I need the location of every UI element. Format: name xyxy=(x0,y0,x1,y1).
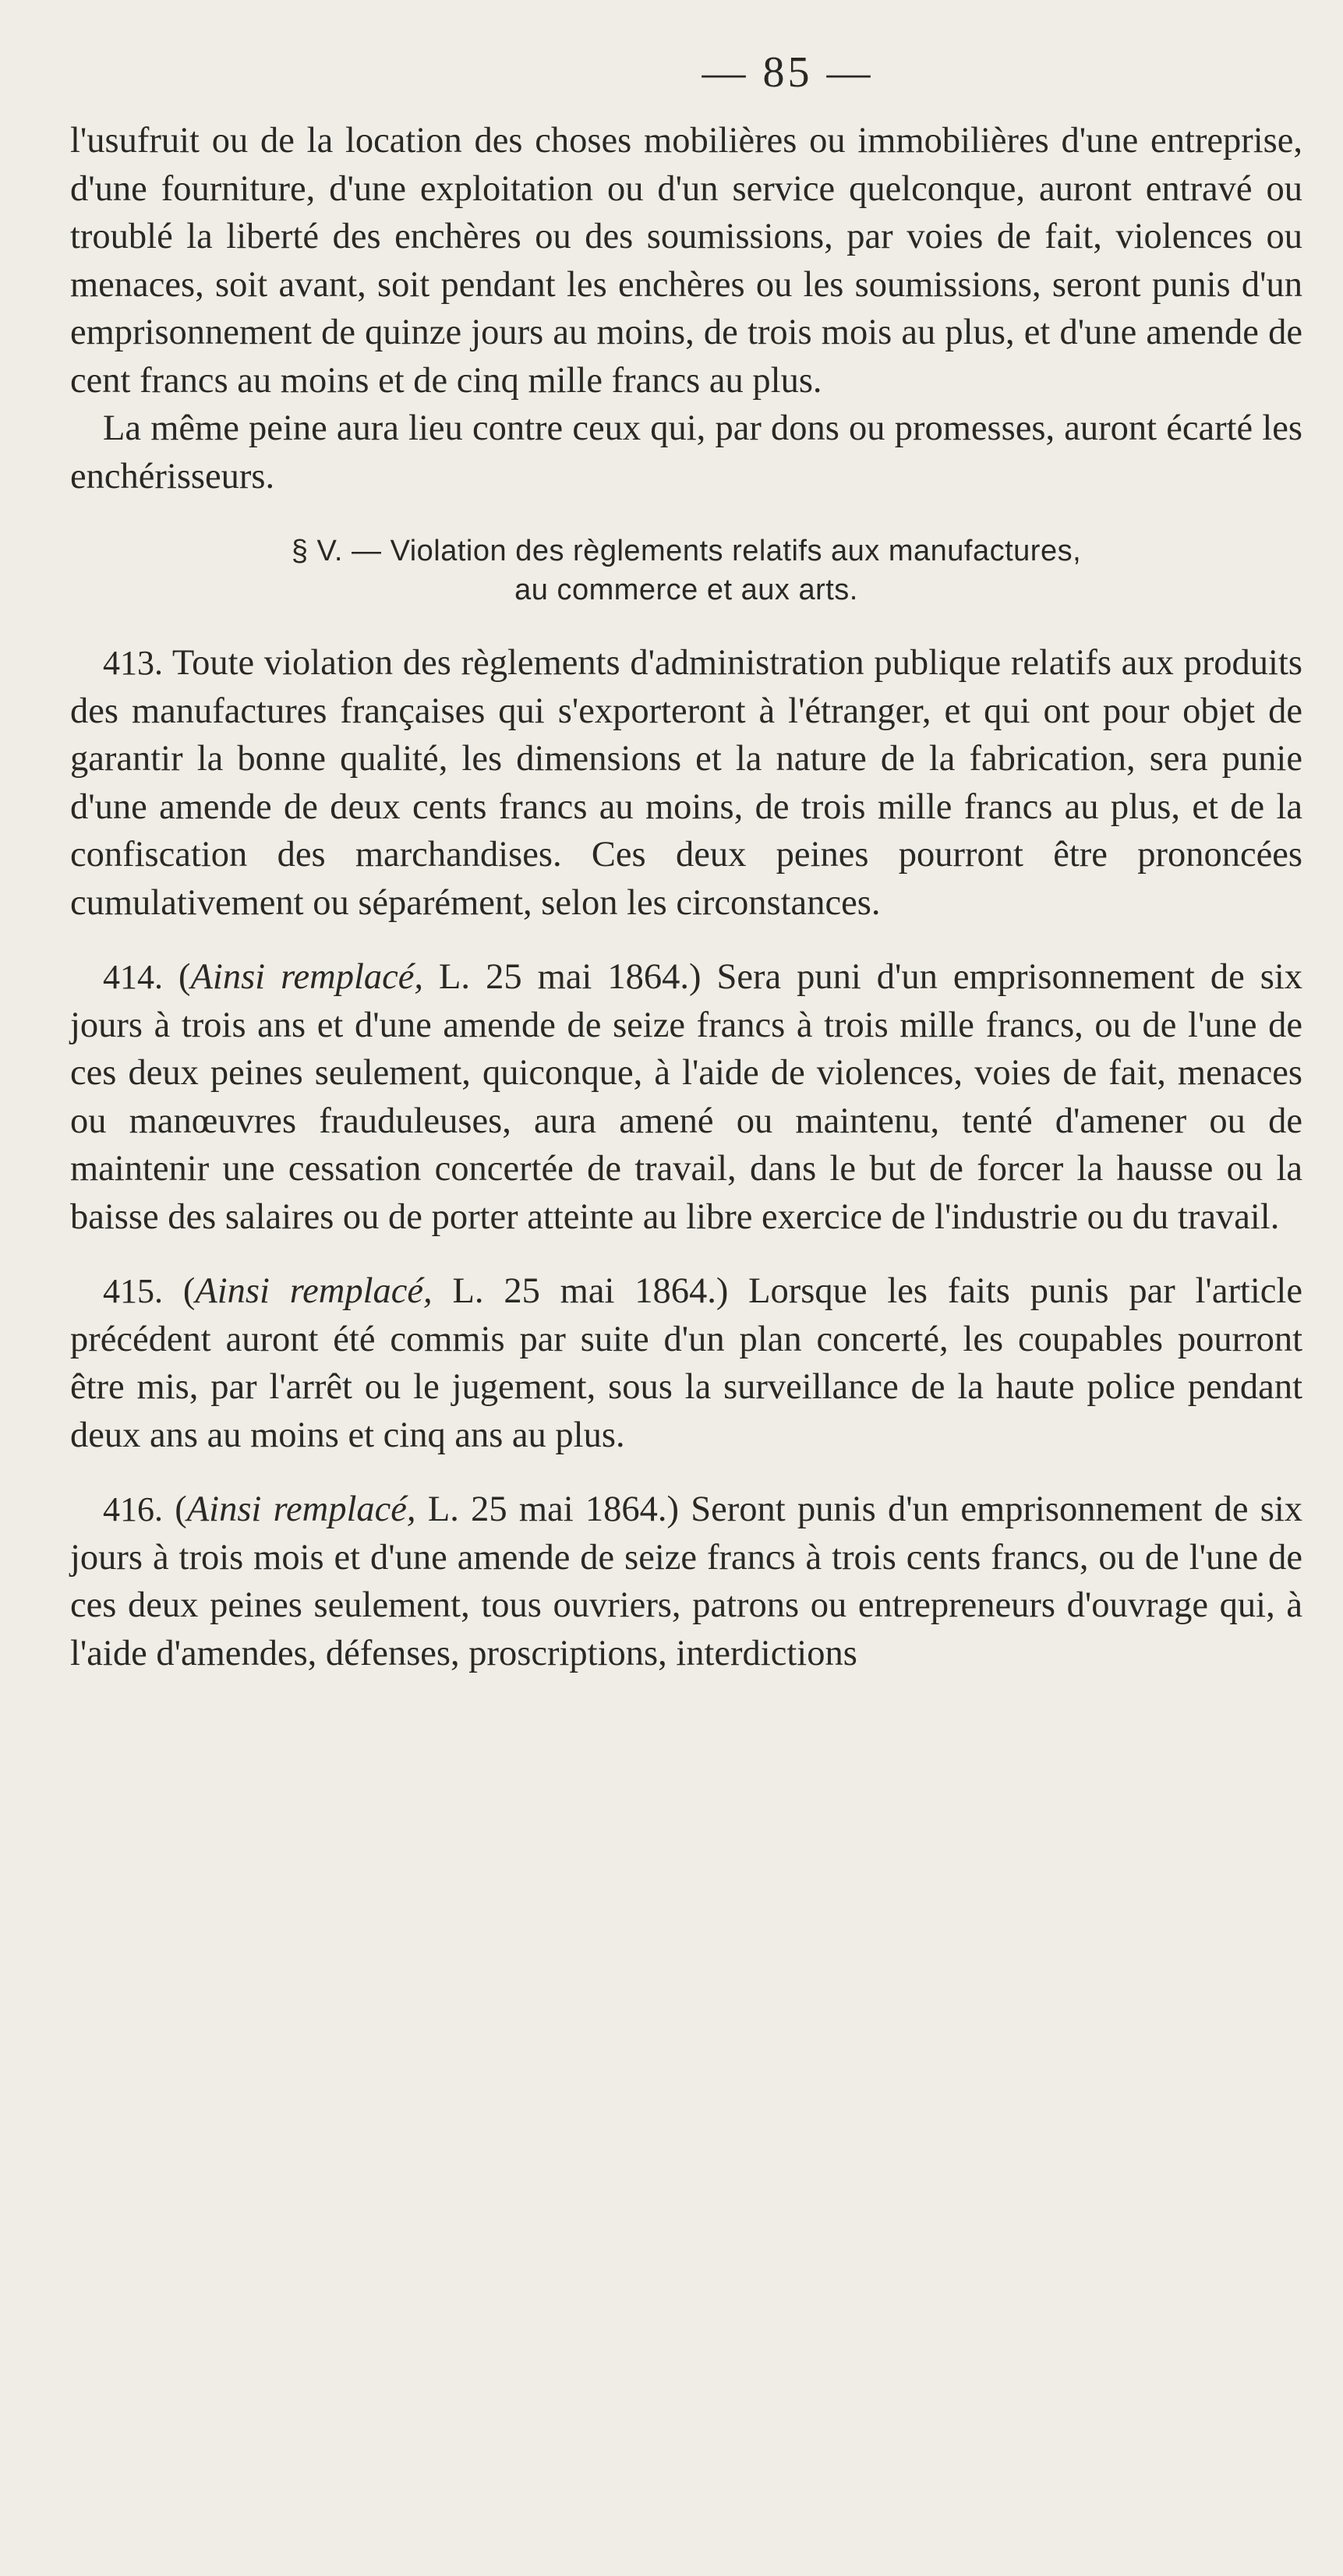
article-note: Ainsi remplacé, xyxy=(195,1271,433,1311)
article-number: 414. xyxy=(103,958,163,996)
article-415: 415. (Ainsi remplacé, L. 25 mai 1864.) Lorsque les faits punis par l'article précédent auront été commis par suite d'un plan concerté, les coupables pourront être mis, par l'arrêt ou le jugement, sous la surveillance de la haute police pendant deux ans au moins et cinq ans au plus. xyxy=(70,1271,1302,1455)
article-ref: L. 25 mai 1864.) xyxy=(439,957,702,997)
spacer xyxy=(70,1459,1302,1486)
page-number: — 85 — xyxy=(702,48,874,97)
article-number: 415. xyxy=(103,1272,163,1310)
article-416: 416. (Ainsi remplacé, L. 25 mai 1864.) Seront punis d'un emprisonnement de six jours à trois mois et d'une amende de seize francs à trois cents francs, ou de l'une de ces deux peines seulement, tous ouvriers, patrons ou entrepreneurs d'ouvrage qui, à l'aide d'amendes, défenses, proscriptions, interdictions xyxy=(70,1489,1302,1673)
article-note: Ainsi remplacé, xyxy=(186,1489,416,1529)
article-note: Ainsi remplacé, xyxy=(190,957,424,997)
article-text: Sera puni d'un emprisonnement de six jours à trois ans et d'une amende de seize francs à trois mille francs, ou de l'une de ces deux peines seulement, quiconque, à l'aide de violences, voies de fait, menaces ou manœuvres frauduleuses, aura amené ou maintenu, tenté d'amener ou de maintenir une cessation concertée de travail, dans le but de forcer la hausse ou la baisse des salaires ou de porter atteinte au libre exercice de l'industrie ou du travail. xyxy=(70,957,1302,1237)
article-number: 413. xyxy=(103,644,163,682)
article-413 xyxy=(70,639,1302,927)
article-text: Seront punis d'un emprisonnement de six jours à trois mois et d'une amende de seize francs à trois cents francs, ou de l'une de ces deux peines seulement, tous ouvriers, patrons ou entrepreneurs d'ouvrage qui, à l'aide d'amendes, défenses, proscriptions, interdictions xyxy=(70,1489,1302,1673)
article-414: 414. (Ainsi remplacé, L. 25 mai 1864.) Sera puni d'un emprisonnement de six jours à trois ans et d'une amende de seize francs à trois mille francs, ou de l'une de ces deux peines seulement, quiconque, à l'aide de violences, voies de fait, menaces ou manœuvres frauduleuses, aura amené ou maintenu, tenté d'amener ou de maintenir une cessation concertée de travail, dans le but de forcer la hausse ou la baisse des salaires ou de porter atteinte au libre exercice de l'industrie ou du travail. xyxy=(70,957,1302,1237)
paragraph-usufruit: l'usufruit ou de la location des choses mobilières ou immobilières d'une entreprise, d'une fourniture, d'une exploitation ou d'un service quelconque, auront entravé ou troublé la liberté des enchères ou des soumissions, par voies de fait, violences ou menaces, soit avant, soit pendant les enchères ou les soumissions, seront punis d'un emprisonnement de quinze jours au moins, de trois mois au plus, et d'une amende de cent francs au moins et de cinq mille francs au plus. xyxy=(70,121,1302,401)
article-number: 416. xyxy=(103,1490,163,1528)
paragraph-meme-peine: La même peine aura lieu contre ceux qui, par dons ou promesses, auront écarté les enchérisseurs. xyxy=(70,408,1302,496)
spacer xyxy=(70,927,1302,953)
article-text: Lorsque les faits punis par l'article précédent auront été commis par suite d'un plan concerté, les coupables pourront être mis, par l'arrêt ou le jugement, sous la surveillance de la haute police pendant deux ans au moins et cinq ans au plus. xyxy=(70,1271,1302,1455)
article-ref: L. 25 mai 1864.) xyxy=(452,1271,729,1311)
article-ref: L. 25 mai 1864.) xyxy=(427,1489,679,1529)
spacer xyxy=(70,1241,1302,1267)
section-heading xyxy=(70,532,1302,610)
section-heading-line-2: au commerce et aux arts. xyxy=(514,574,858,606)
section-heading-line-1: § V. — Violation des règlements relatifs aux manufactures, xyxy=(291,535,1082,567)
article-text: Toute violation des règlements d'administration publique relatifs aux produits des manufactures françaises qui s'exporteront à l'étranger, et qui ont pour objet de garantir la bonne qualité, les dimensions et la nature de la fabrication, sera punie d'une amende de deux cents francs au moins, de trois mille francs au plus, et de la confiscation des marchandises. Ces deux peines pourront être prononcées cumulativement ou séparément, selon les circonstances. xyxy=(70,643,1302,923)
